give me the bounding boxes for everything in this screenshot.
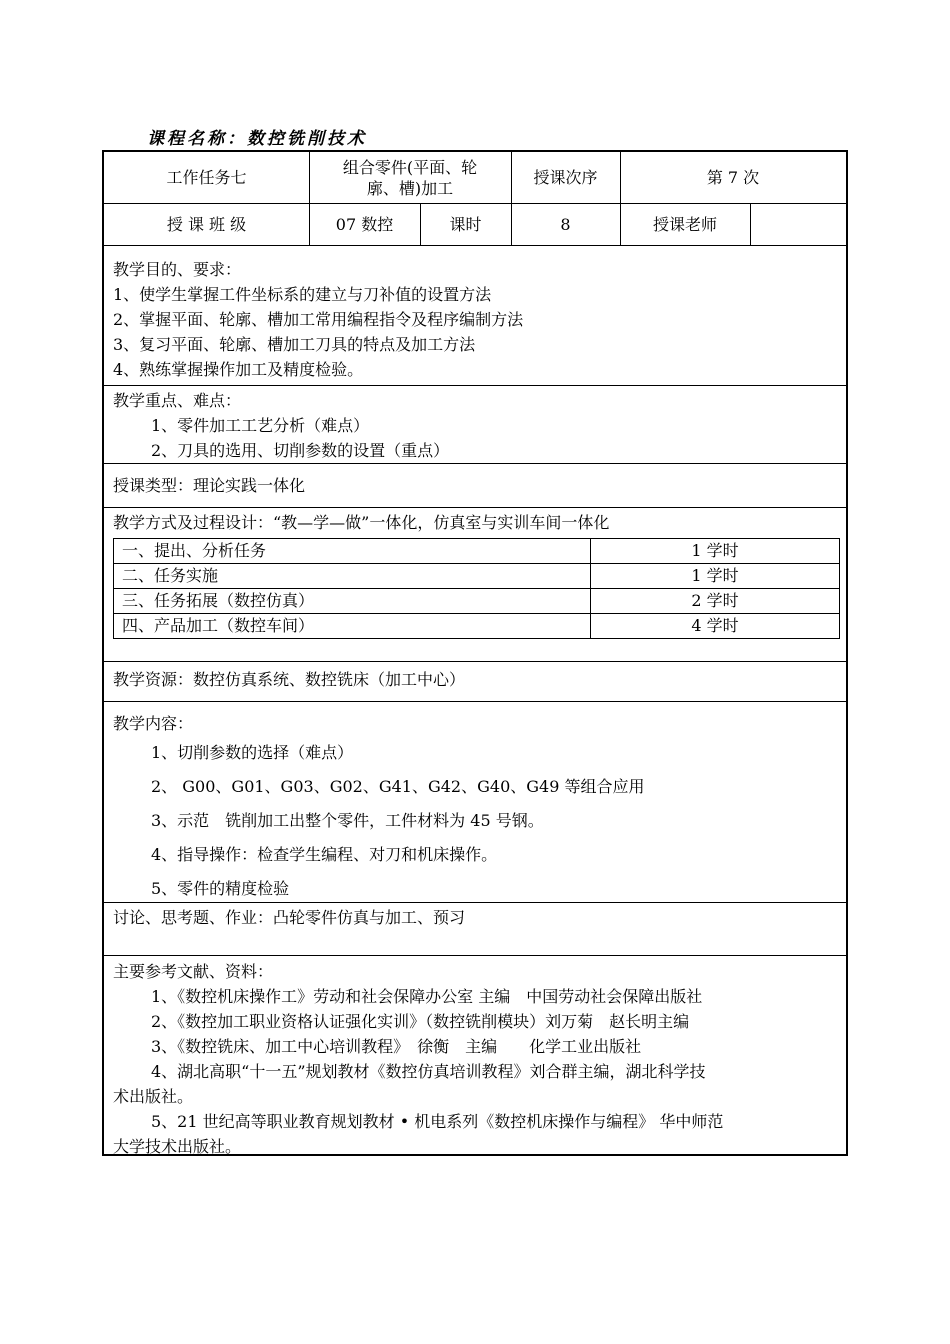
reference-item: 2、《数控加工职业资格认证强化实训》（数控铣削模块）刘万菊 赵长明主编 [151,1012,690,1031]
key-point-item: 1、零件加工工艺分析（难点） [151,416,370,435]
content-title: 教学内容： [113,714,194,733]
header-row-class [104,204,846,246]
course-title: 课程名称：数控铣削技术 [147,129,367,149]
reference-item-cont: 大学技术出版社。 [113,1137,242,1156]
step-hours: 1 学时 [591,564,840,589]
hours-label: 课时 [449,215,482,234]
order-value: 第 7 次 [706,168,760,187]
task-name-cell [309,152,511,203]
objective-item: 2、掌握平面、轮廓、槽加工常用编程指令及程序编制方法 [113,310,524,329]
table-row [114,539,840,564]
lesson-plan-table [102,150,848,1156]
task-cell: 工作任务七 [166,168,247,187]
key-points-title: 教学重点、难点： [113,391,242,410]
class-value: 07 数控 [335,215,394,234]
content-item: 1、切削参数的选择（难点） [151,743,354,762]
lesson-type: 授课类型：理论实践一体化 [113,476,306,495]
table-row [114,614,840,639]
teacher-label: 授课老师 [652,215,717,234]
step-name: 四、产品加工（数控车间） [114,614,591,639]
reference-item: 1、《数控机床操作工》劳动和社会保障办公室 主编 中国劳动社会保障出版社 [151,987,703,1006]
objectives-title: 教学目的、要求： [113,260,242,279]
lesson-type-section [104,464,846,508]
reference-item: 3、《数控铣床、加工中心培训教程》 徐衡 主编 化学工业出版社 [151,1037,642,1056]
step-name: 一、提出、分析任务 [114,539,591,564]
order-label: 授课次序 [533,168,598,187]
teacher-value [750,204,846,245]
homework-section [104,903,846,956]
objective-item: 3、复习平面、轮廓、槽加工刀具的特点及加工方法 [113,335,476,354]
key-point-item: 2、刀具的选用、切削参数的设置（重点） [151,441,450,460]
resources: 教学资源：数控仿真系统、数控铣床（加工中心） [113,670,466,689]
key-points-section [104,386,846,464]
references-section [104,956,846,1154]
content-item: 4、指导操作：检查学生编程、对刀和机床操作。 [151,845,498,864]
references-title: 主要参考文献、资料： [113,962,274,981]
objective-item: 4、熟练掌握操作加工及精度检验。 [113,360,364,379]
homework: 讨论、思考题、作业：凸轮零件仿真与加工、预习 [113,908,466,927]
reference-item-cont: 术出版社。 [113,1087,194,1106]
content-item: 5、零件的精度检验 [151,879,290,898]
objective-item: 1、使学生掌握工件坐标系的建立与刀补值的设置方法 [113,285,492,304]
table-row [114,589,840,614]
reference-item: 4、湖北高职“十一五”规划教材《数控仿真培训教程》刘合群主编，湖北科学技 [151,1062,706,1081]
method-title: 教学方式及过程设计：“教—学—做”一体化，仿真室与实训车间一体化 [113,513,610,532]
step-hours: 4 学时 [591,614,840,639]
header-row-task [104,152,846,204]
step-name: 二、任务实施 [114,564,591,589]
step-hours: 1 学时 [591,539,840,564]
class-label: 授 课 班 级 [166,215,247,234]
step-name: 三、任务拓展（数控仿真） [114,589,591,614]
step-hours: 2 学时 [591,589,840,614]
resources-section [104,662,846,702]
content-section [104,702,846,903]
table-row [114,564,840,589]
content-item: 3、示范 铣削加工出整个零件，工件材料为 45 号钢。 [151,811,544,830]
task-name-line2: 廓、槽)加工 [366,178,454,198]
method-steps-table [113,538,840,639]
task-name-line1: 组合零件(平面、轮 [342,157,478,177]
hours-value: 8 [560,215,571,234]
content-item: 2、 G00、G01、G03、G02、G41、G42、G40、G49 等组合应用 [151,777,645,796]
objectives-section [104,246,846,386]
method-section [104,508,846,662]
reference-item: 5、21 世纪高等职业教育规划教材 • 机电系列《数控机床操作与编程》 华中师范 [151,1112,724,1131]
